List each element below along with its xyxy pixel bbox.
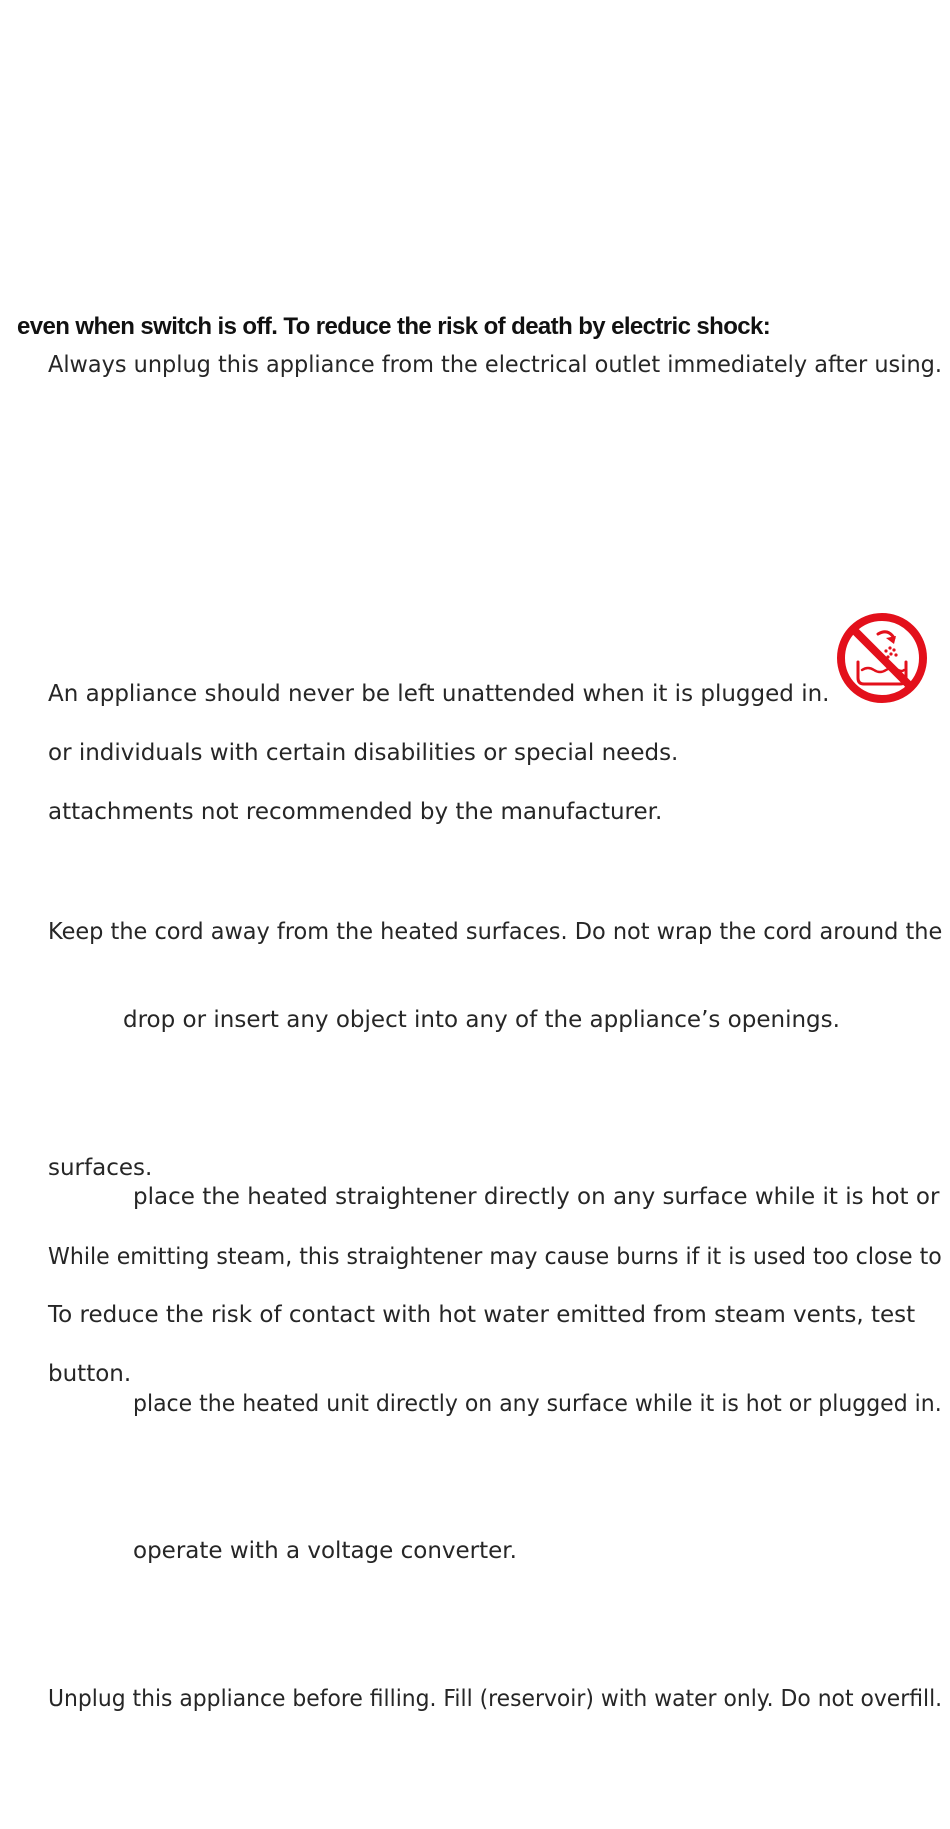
instruction-line: button. [48,1361,132,1387]
instruction-line: Keep the cord away from the heated surfaces. Do not wrap the cord around the [48,919,943,945]
warning-heading: even when switch is off. To reduce the risk of death by electric shock: [17,313,771,340]
no-bath-use-warning-icon [836,612,928,704]
instruction-line: To reduce the risk of contact with hot water emitted from steam vents, test [48,1302,916,1328]
instruction-line: place the heated unit directly on any surface while it is hot or plugged in. [133,1391,942,1417]
instruction-line: attachments not recommended by the manufacturer. [48,799,663,825]
instruction-line: While emitting steam, this straightener may cause burns if it is used too close to [48,1244,942,1270]
instruction-line: An appliance should never be left unattended when it is plugged in. [48,681,830,707]
instruction-line: drop or insert any object into any of the appliance’s openings. [123,1007,840,1033]
instruction-line: surfaces. [48,1155,153,1181]
instruction-line: place the heated straightener directly on any surface while it is hot or [133,1184,940,1210]
instruction-line: operate with a voltage converter. [133,1538,517,1564]
instruction-line: Unplug this appliance before filling. Fill (reservoir) with water only. Do not overfill. [48,1686,943,1712]
instruction-line: or individuals with certain disabilities or special needs. [48,740,679,766]
instruction-line: Always unplug this appliance from the electrical outlet immediately after using. [48,352,942,378]
